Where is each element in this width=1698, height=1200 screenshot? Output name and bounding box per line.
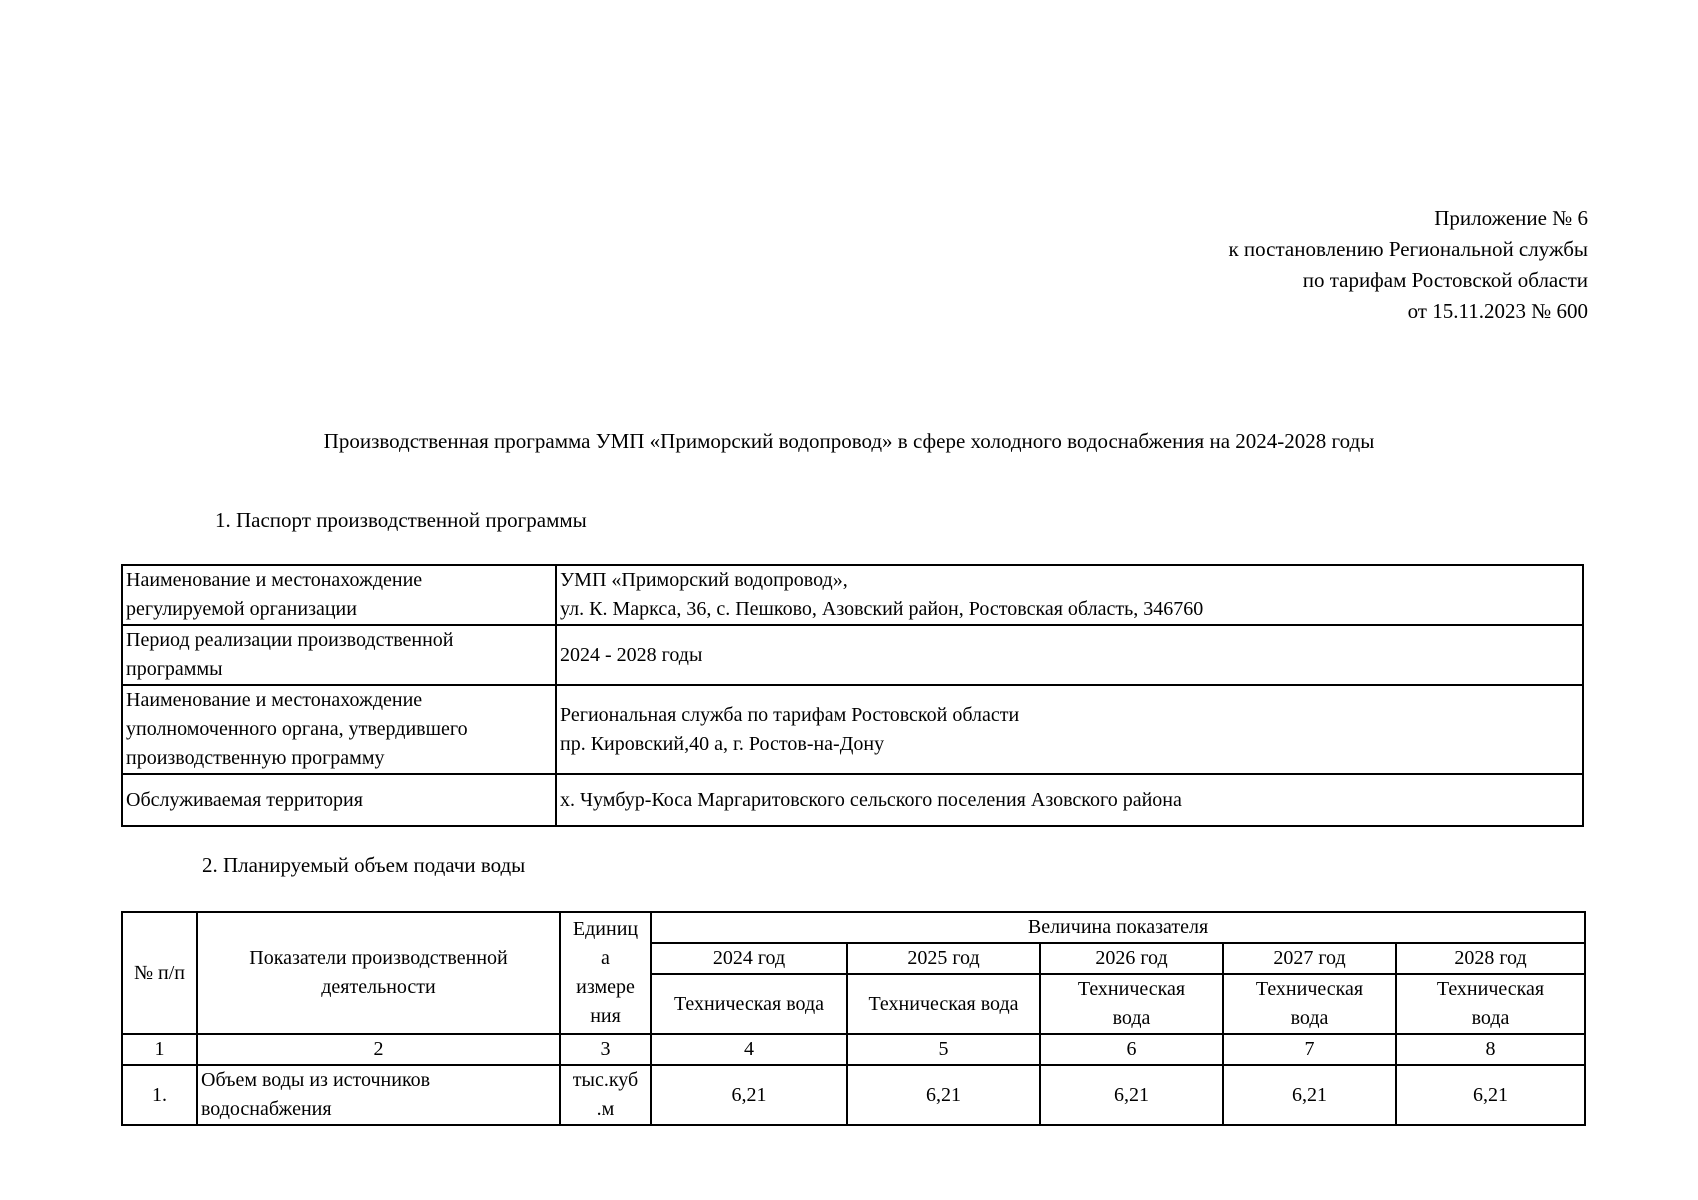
water-type-header: Техническая вода	[1040, 974, 1223, 1034]
row-unit: тыс.куб .м	[560, 1065, 651, 1125]
water-type-header: Техническая вода	[1223, 974, 1396, 1034]
column-number: 7	[1223, 1034, 1396, 1065]
row-value: 6,21	[1040, 1065, 1223, 1125]
row-value: 6,21	[1396, 1065, 1585, 1125]
water-type-header: Техническая вода	[1396, 974, 1585, 1034]
water-type-header: Техническая вода	[847, 974, 1040, 1034]
passport-label: Наименование и местонахождение уполномоченного органа, утвердившего производственную программу	[122, 685, 556, 774]
appendix-date: от 15.11.2023 № 600	[1407, 299, 1588, 323]
water-type-header: Техническая вода	[651, 974, 847, 1034]
column-number: 1	[122, 1034, 197, 1065]
passport-value: 2024 - 2028 годы	[556, 625, 1583, 685]
row-indicator: Объем воды из источников водоснабжения	[197, 1065, 560, 1125]
row-value: 6,21	[651, 1065, 847, 1125]
table-row	[122, 774, 1583, 826]
row-num: 1.	[122, 1065, 197, 1125]
row-value: 6,21	[847, 1065, 1040, 1125]
appendix-number: Приложение № 6	[1434, 206, 1588, 230]
column-number: 5	[847, 1034, 1040, 1065]
section-2-heading: 2. Планируемый объем подачи воды	[202, 853, 526, 877]
column-number: 4	[651, 1034, 847, 1065]
year-header: 2024 год	[651, 943, 847, 974]
column-number-row	[122, 1034, 1585, 1065]
col-num-header: № п/п	[122, 912, 197, 1034]
table-row	[122, 685, 1583, 774]
value-header: Величина показателя	[651, 912, 1585, 943]
column-number: 2	[197, 1034, 560, 1065]
table-row	[122, 1065, 1585, 1125]
passport-label: Наименование и местонахождение регулируемой организации	[122, 565, 556, 625]
passport-label: Период реализации производственной программы	[122, 625, 556, 685]
passport-table	[121, 564, 1584, 827]
passport-value: УМП «Приморский водопровод», ул. К. Маркса, 36, с. Пешково, Азовский район, Ростовская область, 346760	[556, 565, 1583, 625]
appendix-authority: по тарифам Ростовской области	[1302, 268, 1588, 292]
table-header-row	[122, 912, 1585, 943]
year-header: 2027 год	[1223, 943, 1396, 974]
passport-value: х. Чумбур-Коса Маргаритовского сельского поселения Азовского района	[556, 774, 1583, 826]
table-row	[122, 625, 1583, 685]
passport-label: Обслуживаемая территория	[122, 774, 556, 826]
year-header: 2028 год	[1396, 943, 1585, 974]
passport-value: Региональная служба по тарифам Ростовской области пр. Кировский,40 а, г. Ростов-на-Дону	[556, 685, 1583, 774]
year-header: 2026 год	[1040, 943, 1223, 974]
column-number: 3	[560, 1034, 651, 1065]
col-indicator-header: Показатели производственной деятельности	[197, 912, 560, 1034]
year-header: 2025 год	[847, 943, 1040, 974]
col-unit-header: Единиц а измере ния	[560, 912, 651, 1034]
row-value: 6,21	[1223, 1065, 1396, 1125]
appendix-header	[1228, 203, 1588, 327]
appendix-decree: к постановлению Региональной службы	[1228, 237, 1588, 261]
table-row	[122, 565, 1583, 625]
column-number: 8	[1396, 1034, 1585, 1065]
water-volume-table	[121, 911, 1586, 1126]
section-1-heading: 1. Паспорт производственной программы	[215, 508, 587, 532]
column-number: 6	[1040, 1034, 1223, 1065]
document-title: Производственная программа УМП «Приморский водопровод» в сфере холодного водоснабжения на 2024-2028 годы	[323, 429, 1375, 453]
